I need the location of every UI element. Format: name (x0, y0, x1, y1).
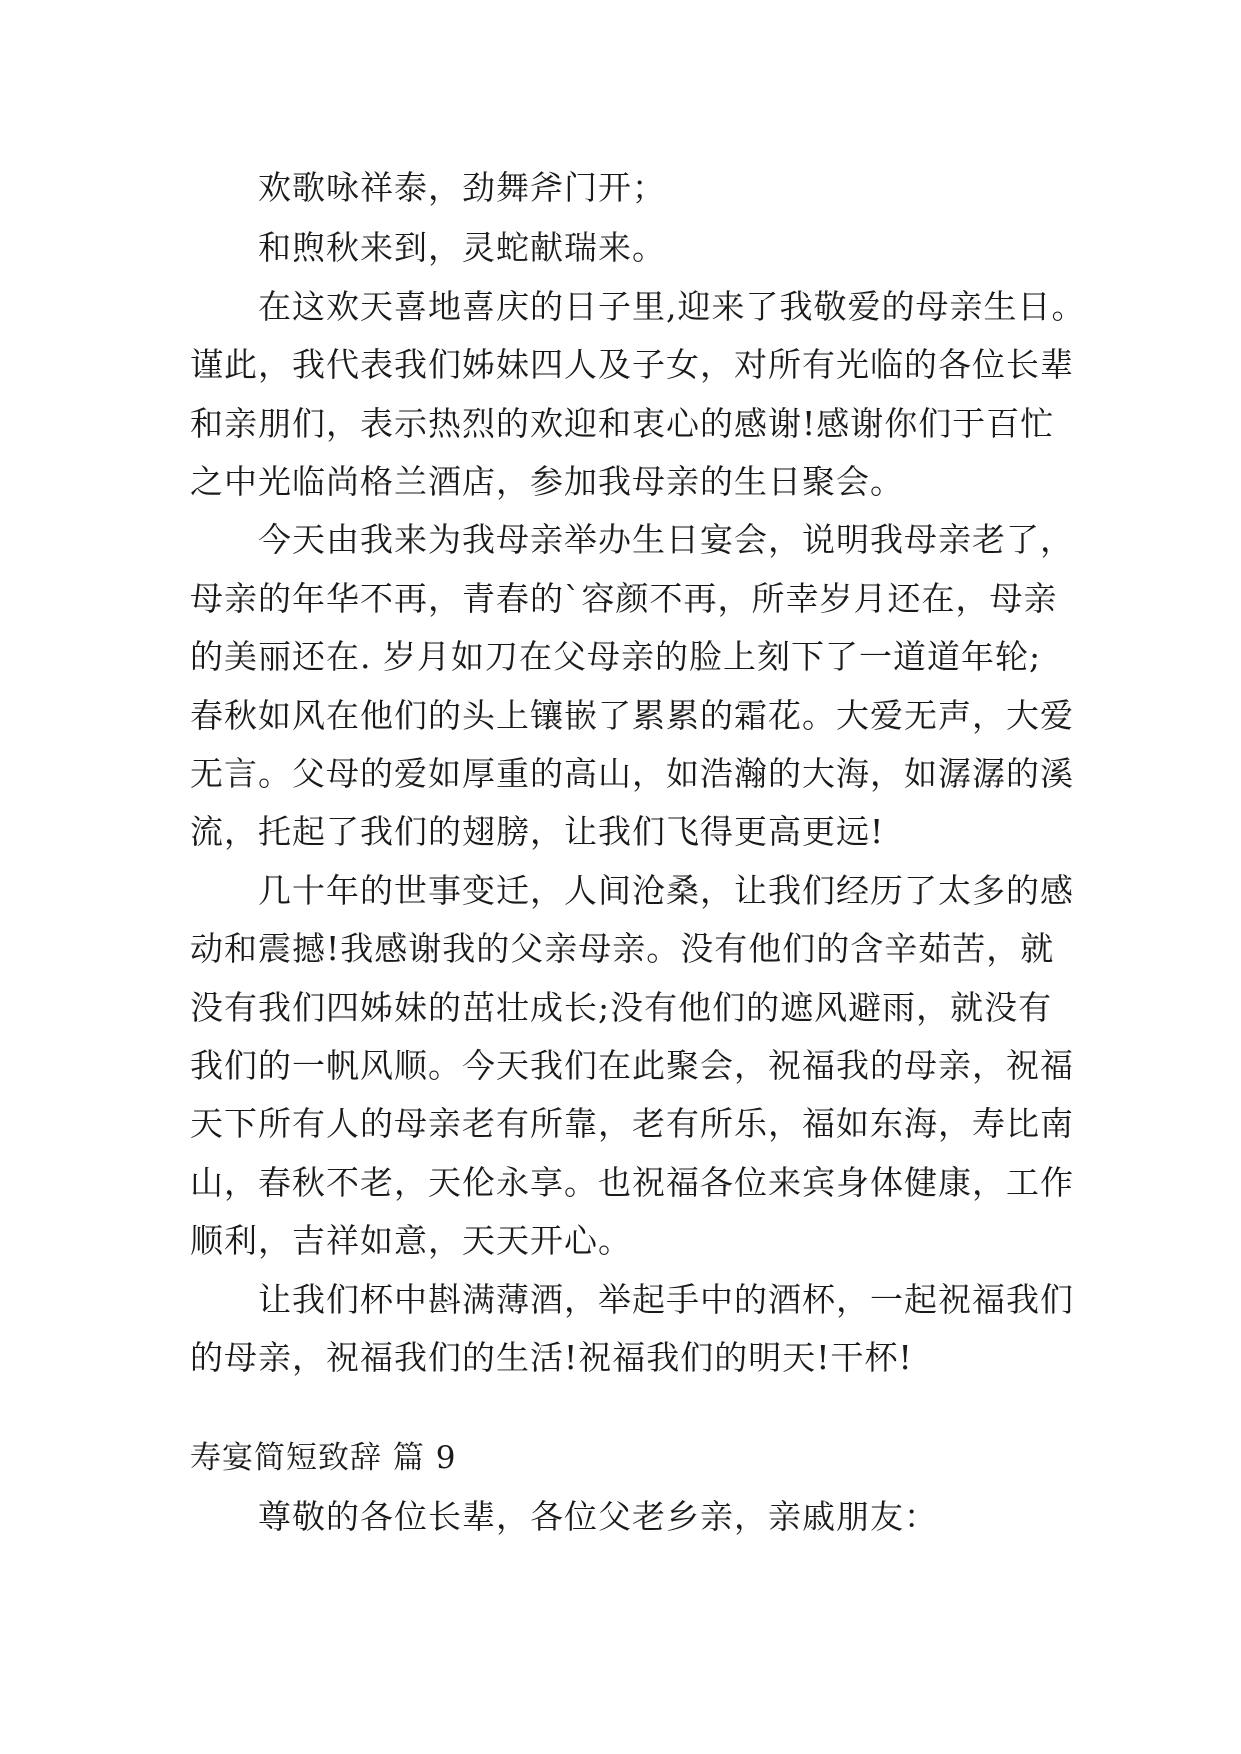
paragraph-line: 母亲的年华不再，青春的`容颜不再，所幸岁月还在，母亲 (190, 579, 1058, 618)
paragraph-line: 几十年的世事变迁，人间沧桑，让我们经历了太多的感 (258, 871, 1074, 910)
section-heading: 寿宴简短致辞 篇 9 (190, 1440, 457, 1476)
paragraph-line: 谨此，我代表我们姊妹四人及子女，对所有光临的各位长辈 (190, 345, 1074, 384)
greeting-line: 尊敬的各位长辈，各位父老乡亲，亲戚朋友： (258, 1497, 938, 1536)
paragraph-line: 今天由我来为我母亲举办生日宴会，说明我母亲老了， (258, 520, 1074, 559)
poem-line-1: 欢歌咏祥泰，劲舞斧门开； (258, 168, 666, 207)
poem-line-2: 和煦秋来到，灵蛇献瑞来。 (258, 228, 666, 267)
paragraph-line: 动和震撼!我感谢我的父亲母亲。没有他们的含辛茹苦，就 (190, 929, 1055, 968)
paragraph-line: 让我们杯中斟满薄酒，举起手中的酒杯，一起祝福我们 (258, 1280, 1074, 1319)
paragraph-line: 在这欢天喜地喜庆的日子里,迎来了我敬爱的母亲生日。 (258, 287, 1086, 326)
paragraph-line: 的美丽还在. 岁月如刀在父母亲的脸上刻下了一道道年轮; (190, 637, 1042, 676)
paragraph-line: 无言。父母的爱如厚重的高山，如浩瀚的大海，如潺潺的溪 (190, 754, 1074, 793)
paragraph-line: 没有我们四姊妹的茁壮成长;没有他们的遮风避雨，就没有 (190, 988, 1053, 1027)
paragraph-line: 顺利，吉祥如意，天天开心。 (190, 1221, 632, 1260)
paragraph-line: 春秋如风在他们的头上镶嵌了累累的霜花。大爱无声，大爱 (190, 696, 1074, 735)
paragraph-line: 和亲朋们，表示热烈的欢迎和衷心的感谢!感谢你们于百忙 (190, 404, 1055, 443)
paragraph-line: 之中光临尚格兰酒店，参加我母亲的生日聚会。 (190, 462, 904, 501)
paragraph-line: 流，托起了我们的翅膀，让我们飞得更高更远! (190, 812, 885, 851)
paragraph-line: 的母亲，祝福我们的生活!祝福我们的明天!干杯! (190, 1338, 913, 1377)
paragraph-line: 山，春秋不老，天伦永享。也祝福各位来宾身体健康，工作 (190, 1163, 1074, 1202)
paragraph-line: 我们的一帆风顺。今天我们在此聚会，祝福我的母亲，祝福 (190, 1046, 1074, 1085)
paragraph-line: 天下所有人的母亲老有所靠，老有所乐，福如东海，寿比南 (190, 1104, 1074, 1143)
